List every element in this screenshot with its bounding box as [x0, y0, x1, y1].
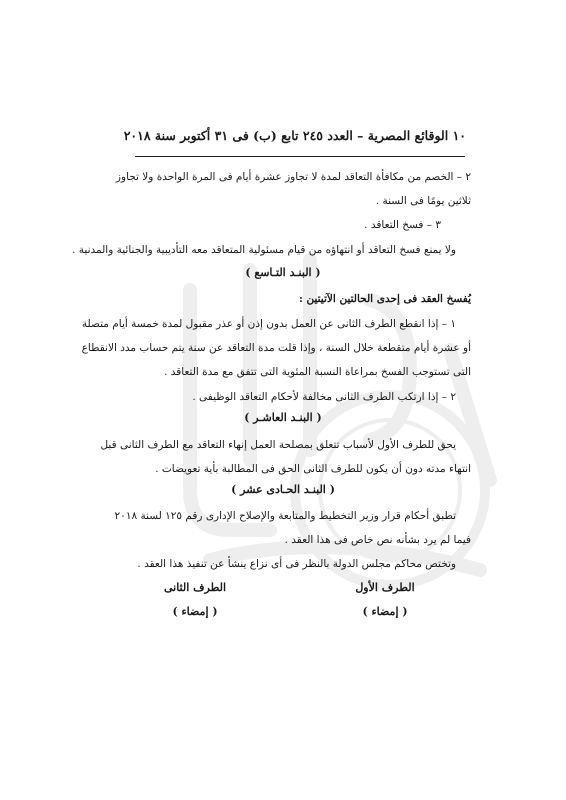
clause-9-intro: يُفسخ العقد فى إحدى الحالتين الآتيتين : [298, 293, 471, 305]
termination-liability-note: ولا يمنع فسخ التعاقد أو انتهاؤه من قيام مسئولية المتعاقد معه التأديبية والجنائية والمدنية . [72, 244, 456, 256]
item-2-line-1: ٢ – الخصم من مكافأة التعاقد لمدة لا تجاوز عشرة أيام فى المرة الواحدة ولا تجاوز [115, 171, 471, 183]
clause-10-title: ( البنـد العاشـر ) [244, 411, 322, 424]
clause-9-item-1-line-1: ١ – إذا انقطع الطرف الثانى عن العمل بدون إذن أو عذر مقبول لمدة خمسة أيام متصلة [81, 318, 456, 330]
clause-11-title: ( البنـد الحـادى عشر ) [231, 483, 335, 496]
clause-9-title: ( البنـد التـاسع ) [245, 266, 321, 279]
first-party-label: الطرف الأول [355, 581, 415, 594]
clause-9-item-1-line-2: أو عشرة أيام متقطعة خلال السنة ، وإذا قلت مدة التعاقد عن سنة يتم حساب مدد الانقطاع [81, 342, 471, 354]
clause-11-line-3: وتختص محاكم مجلس الدولة بالنظر فى أى نزاع ينشأ عن تنفيذ هذا العقد . [137, 558, 456, 570]
first-party-signature: ( إمضاء ) [362, 605, 408, 618]
clause-10-line-2: انتهاء مدته دون أن يكون للطرف الثانى الحق فى المطالبة بأية تعويضات . [155, 463, 471, 475]
clause-9-item-2: ٢ – إذا ارتكب الطرف الثانى مخالفة لأحكام التعاقد الوظيفى . [192, 391, 456, 403]
page-header: ١٠ الوقائع المصرية – العدد ٢٤٥ تابع (ب) فى ٣١ أكتوبر سنة ٢٠١٨ [123, 128, 466, 143]
second-party-label: الطرف الثانى [163, 581, 227, 594]
header-divider [135, 156, 465, 157]
item-2-line-2: ثلاثين يومًا فى السنة . [375, 195, 471, 207]
clause-11-line-2: فيما لم يرد بشأنه نص خاص فى هذا العقد . [284, 534, 471, 546]
clause-10-line-1: يحق للطرف الأول لأسباب تتعلق بمصلحة العمل إنهاء التعاقد مع الطرف الثانى قبل [100, 439, 456, 451]
item-3: ٣ – فسخ التعاقد . [364, 219, 441, 231]
second-party-signature: ( إمضاء ) [172, 605, 218, 618]
clause-11-line-1: تطبق أحكام قرار وزير التخطيط والمتابعة والإصلاح الإدارى رقم ١٢٥ لسنة ٢٠١٨ [114, 510, 456, 522]
clause-9-item-1-line-3: التى تستوجب الفسخ بمراعاة النسبة المئوية التى تتفق مع مدة التعاقد . [164, 366, 471, 378]
